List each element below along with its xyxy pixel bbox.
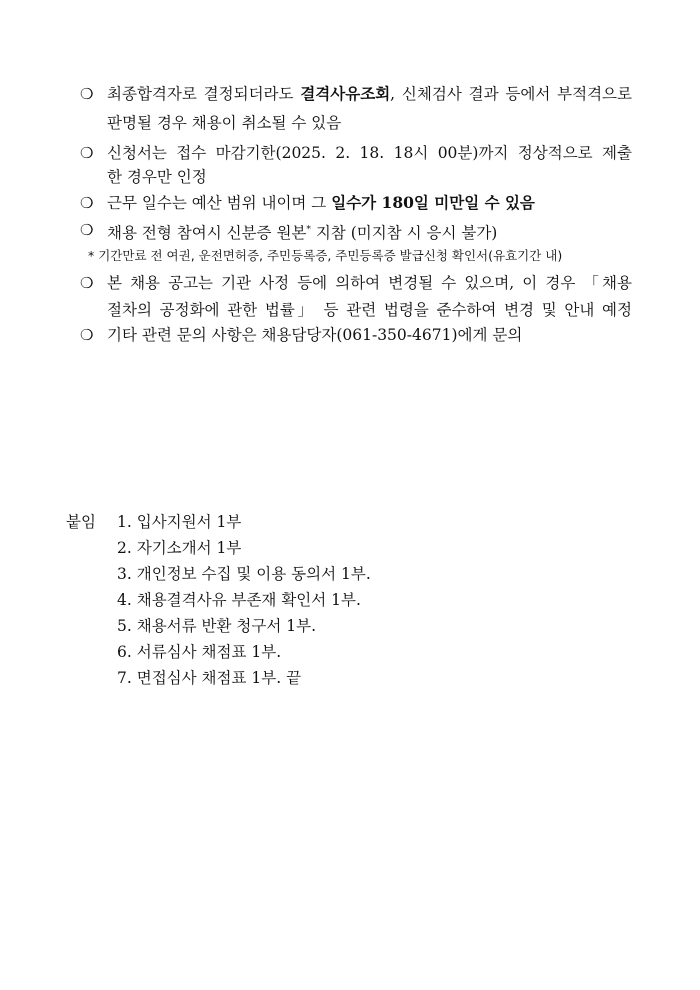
notice-3 [107,193,535,213]
notice-5-line-1: 본 채용 공고는 기관 사정 등에 의하여 변경될 수 있으며, 이 경우 「채용 [107,274,632,292]
bullet-icon: ❍ [80,326,94,344]
notice-5-line-2: 절차의 공정화에 관한 법률」 등 관련 법령을 준수하여 변경 및 안내 예정 [107,301,632,319]
attachment-item: 1. 입사지원서 1부 [117,513,242,531]
bullet-icon: ❍ [80,194,94,212]
footnote-mark: * [306,225,311,235]
bullet-icon: ❍ [80,274,94,292]
attachment-item: 3. 개인정보 수집 및 이용 동의서 1부. [117,565,371,583]
notice-1-line-1 [107,84,632,104]
text: 채용 전형 참여시 신분증 원본 [107,224,307,243]
text: , 신체검사 결과 등에서 부적격으로 [390,85,633,103]
notice-2-line-1: 신청서는 접수 마감기한(2025. 2. 18. 18시 00분)까지 정상적으로 제출 [107,144,632,162]
attachment-item: 5. 채용서류 반환 청구서 1부. [117,617,317,635]
notice-1-line-2: 판명될 경우 채용이 취소될 수 있음 [107,114,342,132]
notice-4 [107,220,497,243]
text: 지참 (미지참 시 응시 불가) [310,224,498,243]
notice-6: 기타 관련 문의 사항은 채용담당자(061-350-4671)에게 문의 [107,326,523,344]
text: 최종합격자로 결정되더라도 [107,85,301,103]
bold-text: 일수가 180일 미만일 수 있음 [331,193,535,212]
attachment-item: 7. 면접심사 채점표 1부. 끝 [117,669,302,687]
notice-4-footnote: * 기간만료 전 여권, 운전면허증, 주민등록증, 주민등록증 발급신청 확인서(유효기간 내) [88,248,563,263]
attachments-label: 붙임 [66,513,96,531]
attachment-item: 6. 서류심사 채점표 1부. [117,643,282,661]
bullet-icon: ❍ [80,85,94,103]
attachment-item: 4. 채용결격사유 부존재 확인서 1부. [117,591,361,609]
notice-2-line-2: 한 경우만 인정 [107,168,207,186]
bold-text: 결격사유조회 [300,84,391,103]
bullet-icon: ❍ [80,221,94,239]
text: 근무 일수는 예산 범위 내이며 그 [107,194,332,212]
bullet-icon: ❍ [80,144,94,162]
attachment-item: 2. 자기소개서 1부 [117,539,242,557]
